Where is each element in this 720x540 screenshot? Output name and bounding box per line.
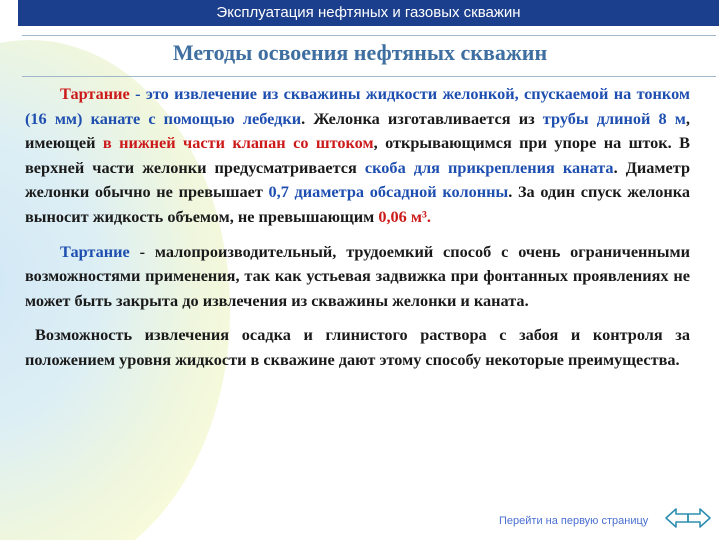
page-title: Методы освоения нефтяных скважин [172, 40, 548, 65]
paragraph-1 [25, 82, 690, 230]
header-bar [18, 0, 719, 26]
arrow-left-icon[interactable] [665, 507, 689, 534]
highlight-bracket: скоба для прикрепления каната [364, 157, 614, 177]
highlight-valve: в нижней части клапан со штоком [102, 133, 374, 153]
term-tartanie: Тартание [60, 241, 130, 261]
text-fragment: . Желонка изготавливается из [301, 108, 543, 128]
text-fragment: . За один спуск желонка выносит жидкость объемом, не превышающим [25, 182, 691, 226]
text-fragment: , имеющей [25, 108, 690, 153]
text-fragment: - малопроизводительный, трудоемкий способ с очень ограниченными возможностями применения, так как устьевая задвижка при фонтанных проявлениях не может быть закрыта до извлечения из скважины желонки и каната. [25, 241, 690, 310]
term-tartanie: Тартание [60, 84, 130, 103]
text-fragment: . Диаметр желонки обычно не превышает [25, 157, 690, 202]
content-body [25, 82, 690, 383]
highlight-volume: 0,06 м³. [378, 206, 431, 226]
highlight-pipe-length: трубы длиной 8 м [542, 108, 686, 128]
highlight-diameter: 0,7 диаметра обсадной колонны [268, 182, 509, 202]
arrow-right-icon[interactable] [687, 507, 711, 534]
first-page-link[interactable]: Перейти на первую страницу [499, 515, 649, 527]
header-title: Эксплуатация нефтяных и газовых скважин [216, 4, 521, 21]
title-divider-top [22, 35, 716, 36]
paragraph-3: Возможность извлечения осадка и глинистого раствора с забоя и контроля за положением уровня жидкости в скважине дают этому способу некоторые преимущества. [25, 325, 690, 369]
paragraph-2 [25, 240, 690, 314]
title-divider-bottom [22, 76, 716, 77]
definition-text: - это извлечение из скважины жидкости желонкой, спускаемой на тонком (16 мм) канате с помощью лебедки [25, 84, 690, 128]
text-fragment: , открывающимся при упоре на шток. В верхней части желонки предусматривается [25, 133, 691, 177]
